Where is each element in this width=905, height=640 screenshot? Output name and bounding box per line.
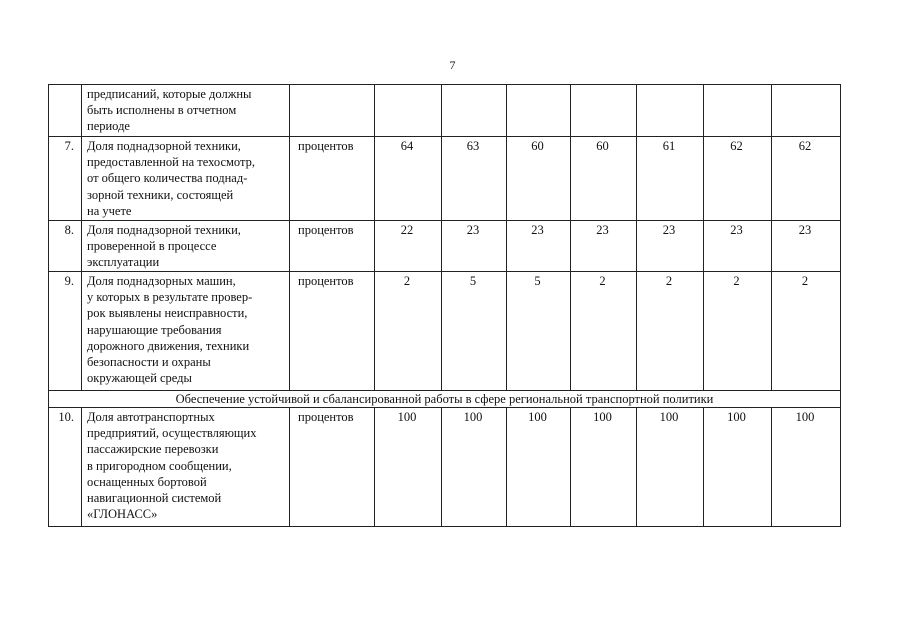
value-cell	[571, 85, 637, 137]
value-cell: 23	[637, 221, 704, 272]
table-row-10	[49, 408, 841, 527]
value-cell: 2	[375, 272, 442, 391]
value-cell: 62	[772, 137, 841, 221]
row-number: 7.	[49, 137, 82, 221]
value-cell	[772, 85, 841, 137]
value-cell: 2	[637, 272, 704, 391]
table-row-9	[49, 272, 841, 391]
value-cell: 100	[507, 408, 571, 527]
value-cell: 64	[375, 137, 442, 221]
unit-cell: процентов	[290, 408, 375, 527]
section-row	[49, 391, 841, 408]
row-number	[49, 85, 82, 137]
value-cell: 100	[442, 408, 507, 527]
indicators-table	[48, 84, 841, 527]
value-cell: 100	[704, 408, 772, 527]
value-cell: 5	[442, 272, 507, 391]
value-cell: 100	[375, 408, 442, 527]
value-cell	[375, 85, 442, 137]
table-row-7	[49, 137, 841, 221]
value-cell: 60	[507, 137, 571, 221]
value-cell: 61	[637, 137, 704, 221]
indicator-name: Доля поднадзорных машин, у которых в результате провер- рок выявлены неисправности, нарушающие требования дорожного движения, техники безопасности и охраны окружающей среды	[82, 272, 290, 391]
value-cell: 100	[772, 408, 841, 527]
value-cell	[704, 85, 772, 137]
unit-cell: процентов	[290, 137, 375, 221]
row-number: 10.	[49, 408, 82, 527]
indicator-name: Доля поднадзорной техники, предоставленной на техосмотр, от общего количества поднад- зорной техники, состоящей на учете	[82, 137, 290, 221]
value-cell: 23	[772, 221, 841, 272]
value-cell: 62	[704, 137, 772, 221]
indicator-name: предписаний, которые должны быть исполнены в отчетном периоде	[82, 85, 290, 137]
unit-cell	[290, 85, 375, 137]
value-cell: 23	[507, 221, 571, 272]
value-cell: 23	[442, 221, 507, 272]
value-cell: 23	[704, 221, 772, 272]
value-cell: 22	[375, 221, 442, 272]
value-cell: 23	[571, 221, 637, 272]
unit-cell: процентов	[290, 221, 375, 272]
value-cell	[442, 85, 507, 137]
table-row-8	[49, 221, 841, 272]
table-row-continuation	[49, 85, 841, 137]
indicator-name: Доля поднадзорной техники, проверенной в процессе эксплуатации	[82, 221, 290, 272]
value-cell: 100	[571, 408, 637, 527]
indicator-name: Доля автотранспортных предприятий, осуществляющих пассажирские перевозки в пригородном сообщении, оснащенных бортовой навигационной системой «ГЛОНАСС»	[82, 408, 290, 527]
value-cell: 2	[772, 272, 841, 391]
value-cell	[637, 85, 704, 137]
value-cell: 5	[507, 272, 571, 391]
value-cell: 63	[442, 137, 507, 221]
value-cell: 2	[571, 272, 637, 391]
value-cell	[507, 85, 571, 137]
section-title: Обеспечение устойчивой и сбалансированной работы в сфере региональной транспортной политики	[49, 391, 841, 408]
value-cell: 2	[704, 272, 772, 391]
row-number: 8.	[49, 221, 82, 272]
value-cell: 60	[571, 137, 637, 221]
value-cell: 100	[637, 408, 704, 527]
unit-cell: процентов	[290, 272, 375, 391]
page-number: 7	[449, 58, 456, 72]
row-number: 9.	[49, 272, 82, 391]
